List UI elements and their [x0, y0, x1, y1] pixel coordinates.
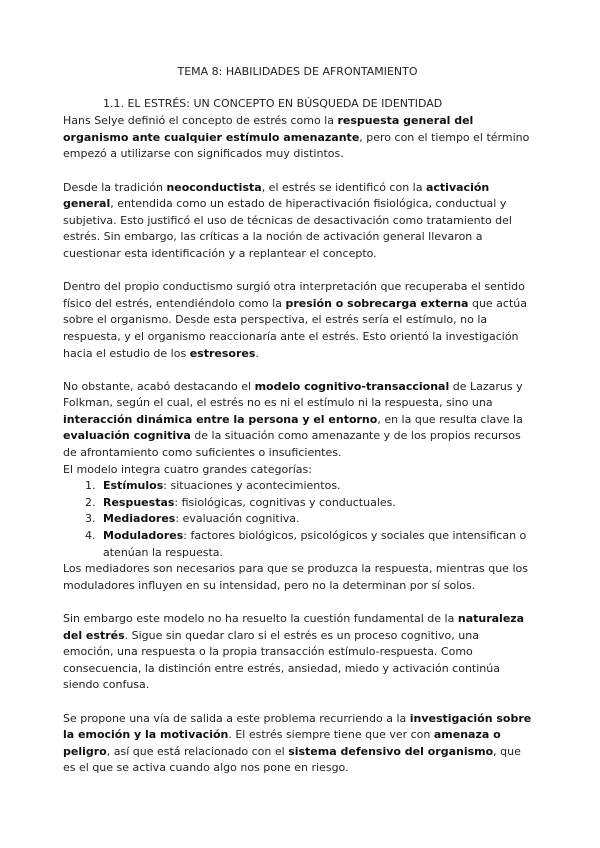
- text-span: Sin embargo este modelo no ha resuelto la cuestión fundamental de la: [63, 612, 458, 625]
- bold-term: Moduladores: [103, 529, 184, 543]
- text-span: : fisiológicas, cognitivas y conductuales.: [174, 495, 396, 509]
- bold-term: neoconductista: [166, 180, 262, 194]
- document-title: TEMA 8: HABILIDADES DE AFRONTAMIENTO: [177, 65, 418, 78]
- bold-term: activación general: [63, 180, 490, 211]
- paragraph-naturaleza: [63, 611, 532, 694]
- bold-term: modelo cognitivo-transaccional: [254, 379, 450, 393]
- text-span: No obstante, acabó destacando el: [63, 379, 255, 393]
- list-intro: El modelo integra cuatro grandes categorías:: [63, 462, 312, 476]
- bold-term: respuesta general del organismo ante cualquier estímulo amenazante: [63, 114, 474, 144]
- bold-term: Mediadores: [103, 512, 176, 526]
- text-span: : evaluación cognitiva.: [175, 512, 300, 526]
- bold-term: Respuestas: [103, 495, 175, 509]
- bold-term: estresores: [189, 346, 256, 360]
- text-span: que actúa sobre el organismo. Desde esta perspectiva, el estrés sería el estímulo, no la respuesta, y el organismo reaccionaría ante el estrés. Esto orientó la investigación hacia el estudio de los: [63, 296, 527, 360]
- bold-term: interacción dinámica entre la persona y el entorno: [63, 412, 378, 426]
- list-item: [99, 511, 532, 528]
- text-span: Se propone una vía de salida a este problema recurriendo a la: [63, 711, 410, 725]
- bold-term: sistema defensivo del organismo: [288, 744, 494, 758]
- text-span: .: [255, 346, 259, 360]
- bold-term: amenaza o peligro: [63, 728, 501, 758]
- text-span: . El estrés siempre tiene que ver con: [228, 728, 434, 742]
- paragraph-mediadores: Los mediadores son necesarios para que se produzca la respuesta, mientras que los moduladores influyen en su intensidad, pero no la determinan por sí solos.: [63, 562, 528, 592]
- text-span: , pero con el tiempo el término empezó a utilizarse con significados muy distintos.: [63, 130, 530, 161]
- section-heading: 1.1. EL ESTRÉS: UN CONCEPTO EN BÚSQUEDA DE IDENTIDAD: [103, 96, 443, 110]
- paragraph-lazarus: [63, 379, 532, 462]
- text-span: Hans Selye definió el concepto de estrés como la: [63, 114, 338, 128]
- text-span: , entendida como un estado de hiperactivación fisiológica, conductual y subjetiva. Esto justificó el uso de técnicas de desactivación como tratamiento del estrés. Sin embargo, las críticas a la noción de activación general llevaron a cuestionar esta identificación y a replantear el concepto.: [63, 197, 512, 260]
- bold-term: investigación sobre la emoción y la motivación: [63, 711, 532, 742]
- paragraph-neoconductista: [63, 180, 532, 263]
- bold-term: evaluación cognitiva: [63, 429, 191, 443]
- text-span: . Sigue sin quedar claro si el estrés es un proceso cognitivo, una emoción, una respuesta o la propia transacción estímulo-respuesta. Como consecuencia, la distinción entre estrés, ansiedad, miedo y activación continúa siendo confusa.: [63, 628, 500, 692]
- list-item: [99, 495, 532, 512]
- text-span: Desde la tradición: [63, 180, 167, 194]
- text-span: de Lazarus y Folkman, según el cual, el estrés no es ni el estímulo ni la respuesta, sino una: [63, 379, 523, 410]
- text-span: , así que está relacionado con el: [106, 744, 289, 758]
- categories-list: [63, 478, 532, 561]
- text-span: , en la que resulta clave la: [377, 412, 523, 426]
- text-span: , que es el que se activa cuando algo nos pone en riesgo.: [63, 744, 521, 775]
- bold-term: Estímulos: [103, 479, 164, 493]
- list-item: [99, 478, 532, 495]
- bold-term: presión o sobrecarga externa: [285, 296, 469, 310]
- paragraph-selye: [63, 113, 532, 163]
- text-span: : situaciones y acontecimientos.: [163, 479, 341, 493]
- list-item: [99, 528, 532, 561]
- paragraph-propuesta: [63, 711, 532, 777]
- text-span: , el estrés se identificó con la: [261, 180, 426, 194]
- bold-term: naturaleza del estrés: [63, 612, 525, 642]
- text-span: : factores biológicos, psicológicos y sociales que intensifican o atenúan la respuesta.: [103, 529, 527, 559]
- text-span: Dentro del propio conductismo surgió otra interpretación que recuperaba el sentido físico del estrés, entendiéndolo como la: [63, 280, 525, 310]
- text-span: de la situación como amenazante y de los propios recursos de afrontamiento como suficientes o insuficientes.: [63, 429, 521, 460]
- paragraph-conductismo: [63, 279, 532, 362]
